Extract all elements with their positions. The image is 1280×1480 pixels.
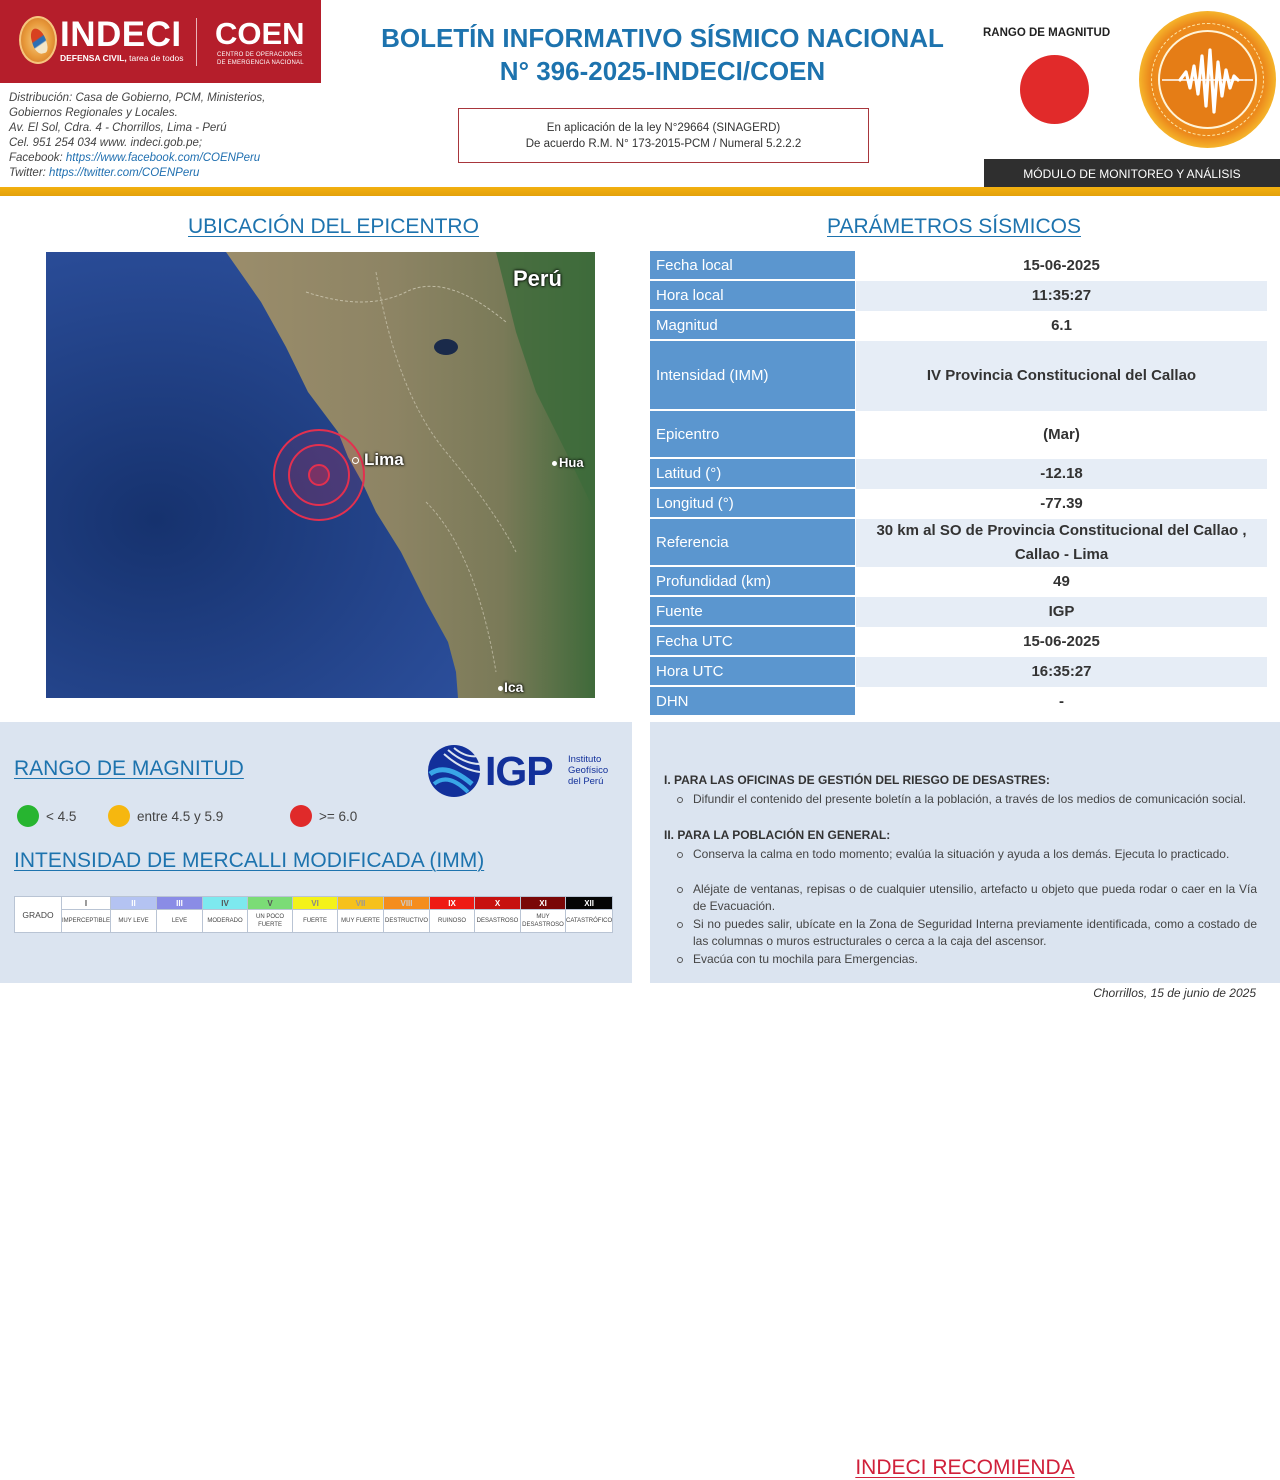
- mercalli-scale-table: GRADO I II III IV V VI VII VIII IX X XI XII IMPERCEPTIBLE MUY LEVE LEVE MODERADO UN POCO FUERTE FUERTE MUY FUERTE DESTRUCTIVO RUINOSO DESASTROSO MUY DESASTROSO CATASTRÓFICO: [14, 896, 613, 933]
- igp-logo: IGP Instituto Geofísico del Perú: [426, 744, 616, 798]
- param-label: Hora UTC: [650, 657, 855, 687]
- igp-globe-icon: [426, 744, 482, 798]
- table-row: [650, 341, 1267, 411]
- param-value: 15-06-2025: [1023, 257, 1100, 274]
- legend-item-high: >= 6.0: [290, 805, 357, 827]
- map-label-peru: Perú: [513, 266, 562, 291]
- param-value: 30 km al SO de Provincia Constitucional del Callao , Callao - Lima: [856, 519, 1267, 567]
- list-item: Conserva la calma en todo momento; evalúa la situación y ayuda a los demás. Ejecuta lo practicado.: [693, 846, 1257, 863]
- param-label: Epicentro: [650, 411, 855, 459]
- param-label: Fecha local: [650, 251, 855, 281]
- list-item: Difundir el contenido del presente boletín a la población, a través de los medios de comunicación social.: [693, 791, 1257, 808]
- table-row: [650, 311, 1267, 341]
- facebook-link[interactable]: https://www.facebook.com/COENPeru: [65, 152, 261, 164]
- param-label: Fuente: [650, 597, 855, 627]
- list-item: Evacúa con tu mochila para Emergencias.: [693, 951, 1257, 968]
- coen-wordmark: COEN: [215, 16, 305, 51]
- table-row: [650, 459, 1267, 489]
- param-value: 11:35:27: [856, 281, 1267, 311]
- param-label: Intensidad (IMM): [650, 341, 855, 411]
- indeci-emblem-icon: [19, 16, 57, 64]
- table-row: [650, 411, 1267, 459]
- epicenter-marker-icon: [272, 428, 372, 528]
- indeci-coen-logo-bar: [0, 0, 321, 83]
- table-row: [650, 597, 1267, 627]
- param-label: Profundidad (km): [650, 567, 855, 597]
- list-item: Si no puedes salir, ubícate en la Zona de Seguridad Interna previamente identificada, como a costado de las columnas o muros estructurales o cerca a la caja del ascensor.: [693, 917, 1257, 948]
- table-row: [650, 567, 1267, 597]
- table-row: [650, 251, 1267, 281]
- map-label-ica: Ica: [504, 679, 524, 695]
- coen-subtitle: CENTRO DE OPERACIONES DE EMERGENCIA NACIONAL: [217, 52, 304, 66]
- param-label: DHN: [650, 687, 855, 717]
- lima-marker-icon: [352, 457, 359, 464]
- parameters-section-title: PARÁMETROS SÍSMICOS: [827, 215, 1081, 238]
- param-label: Referencia: [650, 519, 855, 567]
- map-label-hua: Hua: [559, 455, 584, 470]
- map-label-lima: Lima: [364, 450, 404, 469]
- indeci-wordmark: INDECI: [60, 15, 182, 54]
- table-row: [650, 657, 1267, 687]
- table-row: [650, 687, 1267, 717]
- mercalli-scale-title: INTENSIDAD DE MERCALLI MODIFICADA (IMM): [14, 849, 485, 872]
- param-value: -12.18: [856, 459, 1267, 489]
- recommendation-section-2: II. PARA LA POBLACIÓN EN GENERAL:: [664, 828, 891, 842]
- list-item: Aléjate de ventanas, repisas o de cualquier utensilio, artefacto u objeto que pueda rodar o caer en la Vía de Evacuación.: [693, 882, 1257, 913]
- legend-item-medium: entre 4.5 y 5.9: [108, 805, 223, 827]
- param-value: (Mar): [1043, 426, 1080, 443]
- param-value: 6.1: [1051, 317, 1072, 334]
- recommendations-title: INDECI RECOMIENDA: [855, 1456, 1075, 1479]
- param-label: Longitud (°): [650, 489, 855, 519]
- param-value: -: [1059, 693, 1064, 710]
- table-row: [650, 489, 1267, 519]
- table-row: [650, 519, 1267, 567]
- param-value: -77.39: [1040, 495, 1083, 512]
- distribution-info: Distribución: Casa de Gobierno, PCM, Ministerios, Gobiernos Regionales y Locales. Av. El Sol, Cdra. 4 - Chorrillos, Lima - Perú Cel. 951 254 034 www. indeci.gob.pe; Facebook: https://www.facebook.com/COENPeru Twitter: https://twitter.com/COENPeru: [9, 92, 266, 179]
- grado-label: GRADO: [15, 897, 62, 933]
- magnitude-indicator-dot: [1020, 55, 1089, 124]
- bulletin-title: BOLETÍN INFORMATIVO SÍSMICO NACIONAL N° 396-2025-INDECI/COEN: [381, 23, 944, 86]
- hua-marker-icon: [552, 461, 557, 466]
- param-label: Hora local: [650, 281, 855, 311]
- param-label: Fecha UTC: [650, 627, 855, 657]
- param-value: 15-06-2025: [1023, 633, 1100, 650]
- indeci-tagline: DEFENSA CIVIL, tarea de todos: [60, 53, 184, 63]
- table-row: [650, 281, 1267, 311]
- magnitude-range-title: RANGO DE MAGNITUD: [14, 757, 244, 780]
- seismograph-badge-icon: [1139, 11, 1276, 148]
- logo-divider: [196, 18, 197, 66]
- twitter-link[interactable]: https://twitter.com/COENPeru: [49, 167, 200, 179]
- param-label: Latitud (°): [650, 459, 855, 489]
- header-divider: [0, 187, 1280, 196]
- param-value: IGP: [856, 597, 1267, 627]
- green-dot-icon: [17, 805, 39, 827]
- magnitude-range-header: RANGO DE MAGNITUD: [983, 27, 1111, 39]
- yellow-dot-icon: [108, 805, 130, 827]
- place-date: Chorrillos, 15 de junio de 2025: [1093, 986, 1256, 1000]
- param-value: 16:35:27: [856, 657, 1267, 687]
- param-value: IV Provincia Constitucional del Callao: [856, 341, 1267, 411]
- epicenter-map[interactable]: [46, 252, 595, 698]
- ica-marker-icon: [498, 686, 503, 691]
- param-value: 49: [1053, 573, 1070, 590]
- recommendation-section-1: I. PARA LAS OFICINAS DE GESTIÓN DEL RIESGO DE DESASTRES:: [664, 773, 1050, 787]
- param-label: Magnitud: [650, 311, 855, 341]
- legend-item-low: < 4.5: [17, 805, 76, 827]
- legal-reference-box: En aplicación de la ley N°29664 (SINAGERD) De acuerdo R.M. N° 173-2015-PCM / Numeral 5.2.2.2: [458, 108, 869, 163]
- red-dot-icon: [290, 805, 312, 827]
- epicenter-section-title: UBICACIÓN DEL EPICENTRO: [188, 215, 479, 238]
- monitoring-module-banner: MÓDULO DE MONITOREO Y ANÁLISIS: [984, 159, 1280, 187]
- table-row: [650, 627, 1267, 657]
